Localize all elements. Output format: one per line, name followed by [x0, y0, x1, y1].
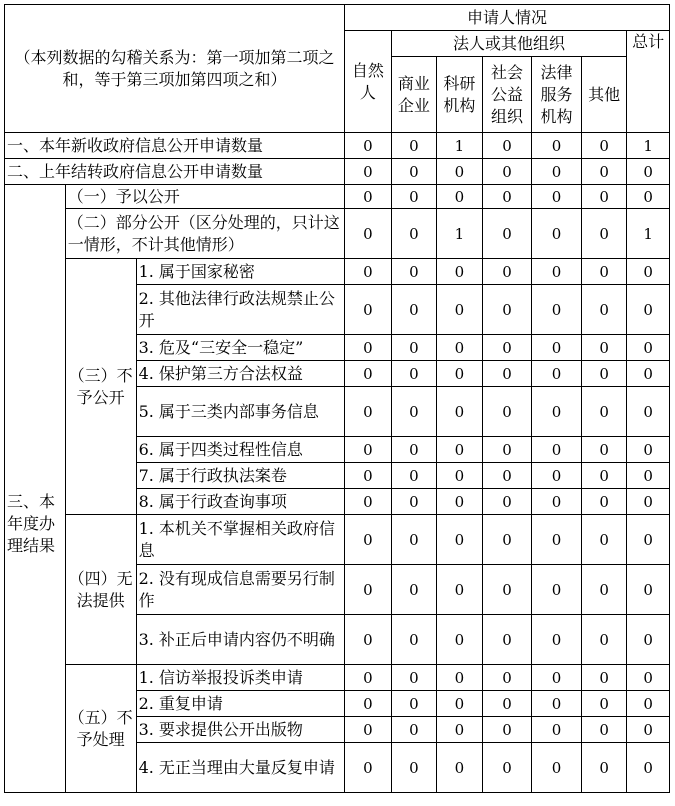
row-label: 8. 属于行政查询事项 — [136, 489, 345, 515]
cell-business: 0 — [391, 209, 437, 259]
cell-public-welfare: 0 — [482, 185, 532, 209]
cell-business: 0 — [391, 133, 437, 159]
cell-natural-person: 0 — [345, 185, 392, 209]
cell-business: 0 — [391, 387, 437, 437]
cell-other: 0 — [581, 489, 627, 515]
row-label: 3. 补正后申请内容仍不明确 — [136, 615, 345, 665]
cell-total: 0 — [627, 335, 670, 361]
table-row — [5, 185, 670, 209]
cell-other: 0 — [581, 335, 627, 361]
cell-research: 1 — [437, 133, 483, 159]
cell-business: 0 — [391, 259, 437, 285]
cell-legal-service: 0 — [532, 361, 582, 387]
cell-research: 0 — [437, 437, 483, 463]
cell-legal-service: 0 — [532, 665, 582, 691]
cell-other: 0 — [581, 437, 627, 463]
cell-other: 0 — [581, 387, 627, 437]
row-label: 1. 信访举报投诉类申请 — [136, 665, 345, 691]
cell-other: 0 — [581, 159, 627, 185]
cell-natural-person: 0 — [345, 209, 392, 259]
cell-research: 0 — [437, 489, 483, 515]
cell-other: 0 — [581, 209, 627, 259]
header-col-business: 商业企业 — [391, 57, 437, 133]
cell-business: 0 — [391, 335, 437, 361]
cell-total: 0 — [627, 565, 670, 615]
cell-legal-service: 0 — [532, 489, 582, 515]
cell-public-welfare: 0 — [482, 387, 532, 437]
cell-other: 0 — [581, 717, 627, 743]
cell-legal-service: 0 — [532, 743, 582, 793]
cell-natural-person: 0 — [345, 717, 392, 743]
cell-public-welfare: 0 — [482, 463, 532, 489]
cell-other: 0 — [581, 463, 627, 489]
row-label: （二）部分公开（区分处理的，只计这一情形，不计其他情形） — [65, 209, 344, 259]
cell-research: 0 — [437, 361, 483, 387]
cell-legal-service: 0 — [532, 515, 582, 565]
table-row — [5, 209, 670, 259]
cell-natural-person: 0 — [345, 743, 392, 793]
header-col-public-welfare: 社会公益组织 — [482, 57, 532, 133]
row-label: 3. 危及“三安全一稳定” — [136, 335, 345, 361]
group-5-label: （五）不予处理 — [65, 665, 136, 793]
group-4-label: （四）无法提供 — [65, 515, 136, 665]
cell-natural-person: 0 — [345, 565, 392, 615]
cell-total: 0 — [627, 717, 670, 743]
cell-other: 0 — [581, 185, 627, 209]
cell-legal-service: 0 — [532, 335, 582, 361]
cell-legal-service: 0 — [532, 209, 582, 259]
cell-research: 0 — [437, 335, 483, 361]
cell-total: 0 — [627, 463, 670, 489]
cell-natural-person: 0 — [345, 285, 392, 335]
cell-research: 0 — [437, 185, 483, 209]
header-note: （本列数据的勾稽关系为：第一项加第二项之和，等于第三项加第四项之和） — [5, 5, 345, 133]
row-label: 4. 保护第三方合法权益 — [136, 361, 345, 387]
cell-legal-service: 0 — [532, 259, 582, 285]
cell-total: 0 — [627, 489, 670, 515]
cell-other: 0 — [581, 615, 627, 665]
cell-natural-person: 0 — [345, 615, 392, 665]
cell-public-welfare: 0 — [482, 133, 532, 159]
cell-legal-service: 0 — [532, 285, 582, 335]
header-natural-person: 自然人 — [345, 31, 392, 133]
row-label: 1. 属于国家秘密 — [136, 259, 345, 285]
cell-total: 0 — [627, 615, 670, 665]
cell-other: 0 — [581, 691, 627, 717]
cell-natural-person: 0 — [345, 489, 392, 515]
header-row-1 — [5, 5, 670, 31]
row-label: （一）予以公开 — [65, 185, 344, 209]
cell-natural-person: 0 — [345, 437, 392, 463]
cell-legal-service: 0 — [532, 437, 582, 463]
row-label: 1. 本机关不掌握相关政府信息 — [136, 515, 345, 565]
cell-business: 0 — [391, 463, 437, 489]
cell-public-welfare: 0 — [482, 515, 532, 565]
cell-research: 0 — [437, 515, 483, 565]
cell-research: 0 — [437, 387, 483, 437]
cell-business: 0 — [391, 159, 437, 185]
row-label: 3. 要求提供公开出版物 — [136, 717, 345, 743]
cell-other: 0 — [581, 515, 627, 565]
cell-legal-service: 0 — [532, 565, 582, 615]
cell-research: 0 — [437, 691, 483, 717]
cell-natural-person: 0 — [345, 133, 392, 159]
group-3-label: （三）不予公开 — [65, 259, 136, 515]
cell-public-welfare: 0 — [482, 691, 532, 717]
cell-natural-person: 0 — [345, 515, 392, 565]
cell-public-welfare: 0 — [482, 159, 532, 185]
cell-other: 0 — [581, 133, 627, 159]
cell-total: 0 — [627, 159, 670, 185]
cell-business: 0 — [391, 691, 437, 717]
cell-total: 0 — [627, 185, 670, 209]
cell-total: 1 — [627, 209, 670, 259]
cell-natural-person: 0 — [345, 387, 392, 437]
cell-public-welfare: 0 — [482, 489, 532, 515]
table-row — [5, 665, 670, 691]
cell-legal-service: 0 — [532, 133, 582, 159]
cell-research: 0 — [437, 463, 483, 489]
header-applicant: 申请人情况 — [345, 5, 670, 31]
row-label: 5. 属于三类内部事务信息 — [136, 387, 345, 437]
cell-business: 0 — [391, 285, 437, 335]
cell-business: 0 — [391, 565, 437, 615]
cell-natural-person: 0 — [345, 665, 392, 691]
cell-research: 1 — [437, 209, 483, 259]
cell-public-welfare: 0 — [482, 615, 532, 665]
cell-public-welfare: 0 — [482, 665, 532, 691]
cell-research: 0 — [437, 159, 483, 185]
statistics-table — [4, 4, 670, 793]
cell-legal-service: 0 — [532, 717, 582, 743]
cell-total: 0 — [627, 437, 670, 463]
cell-legal-service: 0 — [532, 615, 582, 665]
cell-other: 0 — [581, 259, 627, 285]
header-col-legal-service: 法律服务机构 — [532, 57, 582, 133]
cell-public-welfare: 0 — [482, 437, 532, 463]
cell-public-welfare: 0 — [482, 743, 532, 793]
cell-total: 0 — [627, 691, 670, 717]
cell-research: 0 — [437, 665, 483, 691]
cell-total: 0 — [627, 515, 670, 565]
cell-natural-person: 0 — [345, 361, 392, 387]
cell-legal-service: 0 — [532, 387, 582, 437]
cell-other: 0 — [581, 743, 627, 793]
cell-total: 0 — [627, 259, 670, 285]
cell-public-welfare: 0 — [482, 335, 532, 361]
cell-legal-service: 0 — [532, 691, 582, 717]
cell-research: 0 — [437, 565, 483, 615]
cell-other: 0 — [581, 665, 627, 691]
row-label: 2. 没有现成信息需要另行制作 — [136, 565, 345, 615]
cell-other: 0 — [581, 361, 627, 387]
cell-legal-service: 0 — [532, 185, 582, 209]
cell-business: 0 — [391, 615, 437, 665]
header-col-research: 科研机构 — [437, 57, 483, 133]
table-row — [5, 133, 670, 159]
table-row — [5, 259, 670, 285]
cell-business: 0 — [391, 743, 437, 793]
cell-other: 0 — [581, 565, 627, 615]
header-legal-group: 法人或其他组织 — [391, 31, 627, 57]
cell-legal-service: 0 — [532, 463, 582, 489]
cell-business: 0 — [391, 185, 437, 209]
cell-total: 1 — [627, 133, 670, 159]
cell-natural-person: 0 — [345, 259, 392, 285]
row-label: 7. 属于行政执法案卷 — [136, 463, 345, 489]
row-label: 6. 属于四类过程性信息 — [136, 437, 345, 463]
cell-public-welfare: 0 — [482, 285, 532, 335]
header-col-other: 其他 — [581, 57, 627, 133]
cell-research: 0 — [437, 615, 483, 665]
cell-research: 0 — [437, 285, 483, 335]
cell-research: 0 — [437, 743, 483, 793]
row-label: 一、本年新收政府信息公开申请数量 — [5, 133, 345, 159]
cell-total: 0 — [627, 743, 670, 793]
cell-public-welfare: 0 — [482, 209, 532, 259]
cell-business: 0 — [391, 665, 437, 691]
cell-business: 0 — [391, 437, 437, 463]
cell-total: 0 — [627, 665, 670, 691]
cell-natural-person: 0 — [345, 159, 392, 185]
cell-public-welfare: 0 — [482, 259, 532, 285]
cell-research: 0 — [437, 717, 483, 743]
cell-business: 0 — [391, 489, 437, 515]
cell-total: 0 — [627, 387, 670, 437]
cell-other: 0 — [581, 285, 627, 335]
cell-legal-service: 0 — [532, 159, 582, 185]
cell-natural-person: 0 — [345, 691, 392, 717]
cell-research: 0 — [437, 259, 483, 285]
row-label: 2. 其他法律行政法规禁止公开 — [136, 285, 345, 335]
cell-public-welfare: 0 — [482, 717, 532, 743]
cell-business: 0 — [391, 515, 437, 565]
cell-public-welfare: 0 — [482, 361, 532, 387]
header-total: 总计 — [627, 31, 670, 133]
table-row — [5, 159, 670, 185]
row-label: 4. 无正当理由大量反复申请 — [136, 743, 345, 793]
cell-natural-person: 0 — [345, 335, 392, 361]
cell-business: 0 — [391, 361, 437, 387]
row-label: 二、上年结转政府信息公开申请数量 — [5, 159, 345, 185]
table-row — [5, 515, 670, 565]
section-3-label: 三、本年度办理结果 — [5, 185, 66, 793]
cell-natural-person: 0 — [345, 463, 392, 489]
cell-business: 0 — [391, 717, 437, 743]
row-label: 2. 重复申请 — [136, 691, 345, 717]
cell-total: 0 — [627, 361, 670, 387]
cell-total: 0 — [627, 285, 670, 335]
cell-public-welfare: 0 — [482, 565, 532, 615]
